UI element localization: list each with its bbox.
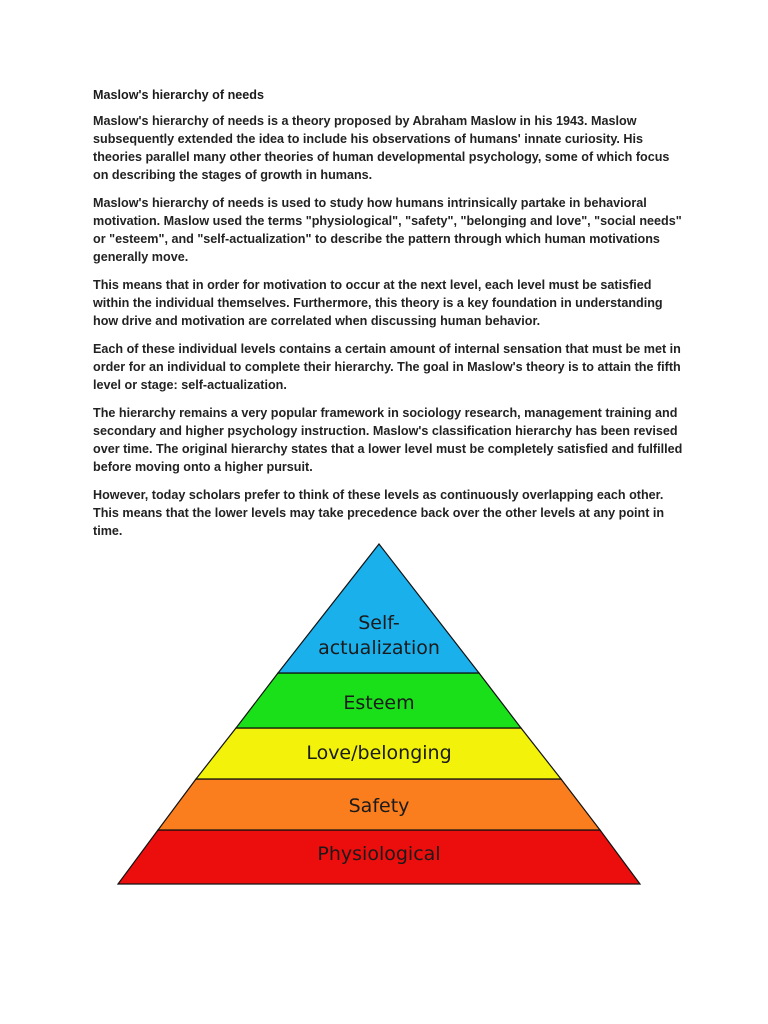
label-esteem: Esteem bbox=[343, 692, 415, 714]
document-title: Maslow's hierarchy of needs bbox=[93, 88, 264, 102]
pyramid-svg bbox=[110, 540, 650, 890]
paragraph-4: Each of these individual levels contains a certain amount of internal sensation that must be met in order for an individual to complete their hierarchy. The goal in Maslow's theory is to attain the fifth level or stage: self-actualization. bbox=[93, 342, 681, 392]
label-safety: Safety bbox=[348, 795, 410, 817]
paragraph-2: Maslow's hierarchy of needs is used to study how humans intrinsically partake in behavioral motivation. Maslow used the terms "physiological", "safety", "belonging and love", "social needs" or "esteem", and "self-actualization" to describe the pattern through which human motivations generally move. bbox=[93, 196, 682, 264]
label-self: Self- bbox=[358, 612, 400, 634]
label-actualization: actualization bbox=[318, 637, 440, 659]
label-love-belonging: Love/belonging bbox=[306, 742, 452, 764]
paragraph-5: The hierarchy remains a very popular framework in sociology research, management training and secondary and higher psychology instruction. Maslow's classification hierarchy has been revised over time. The original hierarchy states that a lower level must be completely satisfied and fulfilled before moving onto a higher pursuit. bbox=[93, 406, 683, 474]
paragraph-1: Maslow's hierarchy of needs is a theory proposed by Abraham Maslow in his 1943. Maslow subsequently extended the idea to include his observations of humans' innate curiosity. His theories parallel many other theories of human developmental psychology, some of which focus on describing the stages of growth in humans. bbox=[93, 114, 670, 182]
document-body bbox=[93, 86, 683, 550]
maslow-pyramid-diagram bbox=[110, 540, 650, 890]
paragraph-6: However, today scholars prefer to think of these levels as continuously overlapping each other. This means that the lower levels may take precedence back over the other levels at any point in time. bbox=[93, 488, 665, 538]
label-physiological: Physiological bbox=[317, 843, 441, 865]
paragraph-3: This means that in order for motivation to occur at the next level, each level must be satisfied within the individual themselves. Furthermore, this theory is a key foundation in understanding how drive and motivation are correlated when discussing human behavior. bbox=[93, 278, 663, 328]
